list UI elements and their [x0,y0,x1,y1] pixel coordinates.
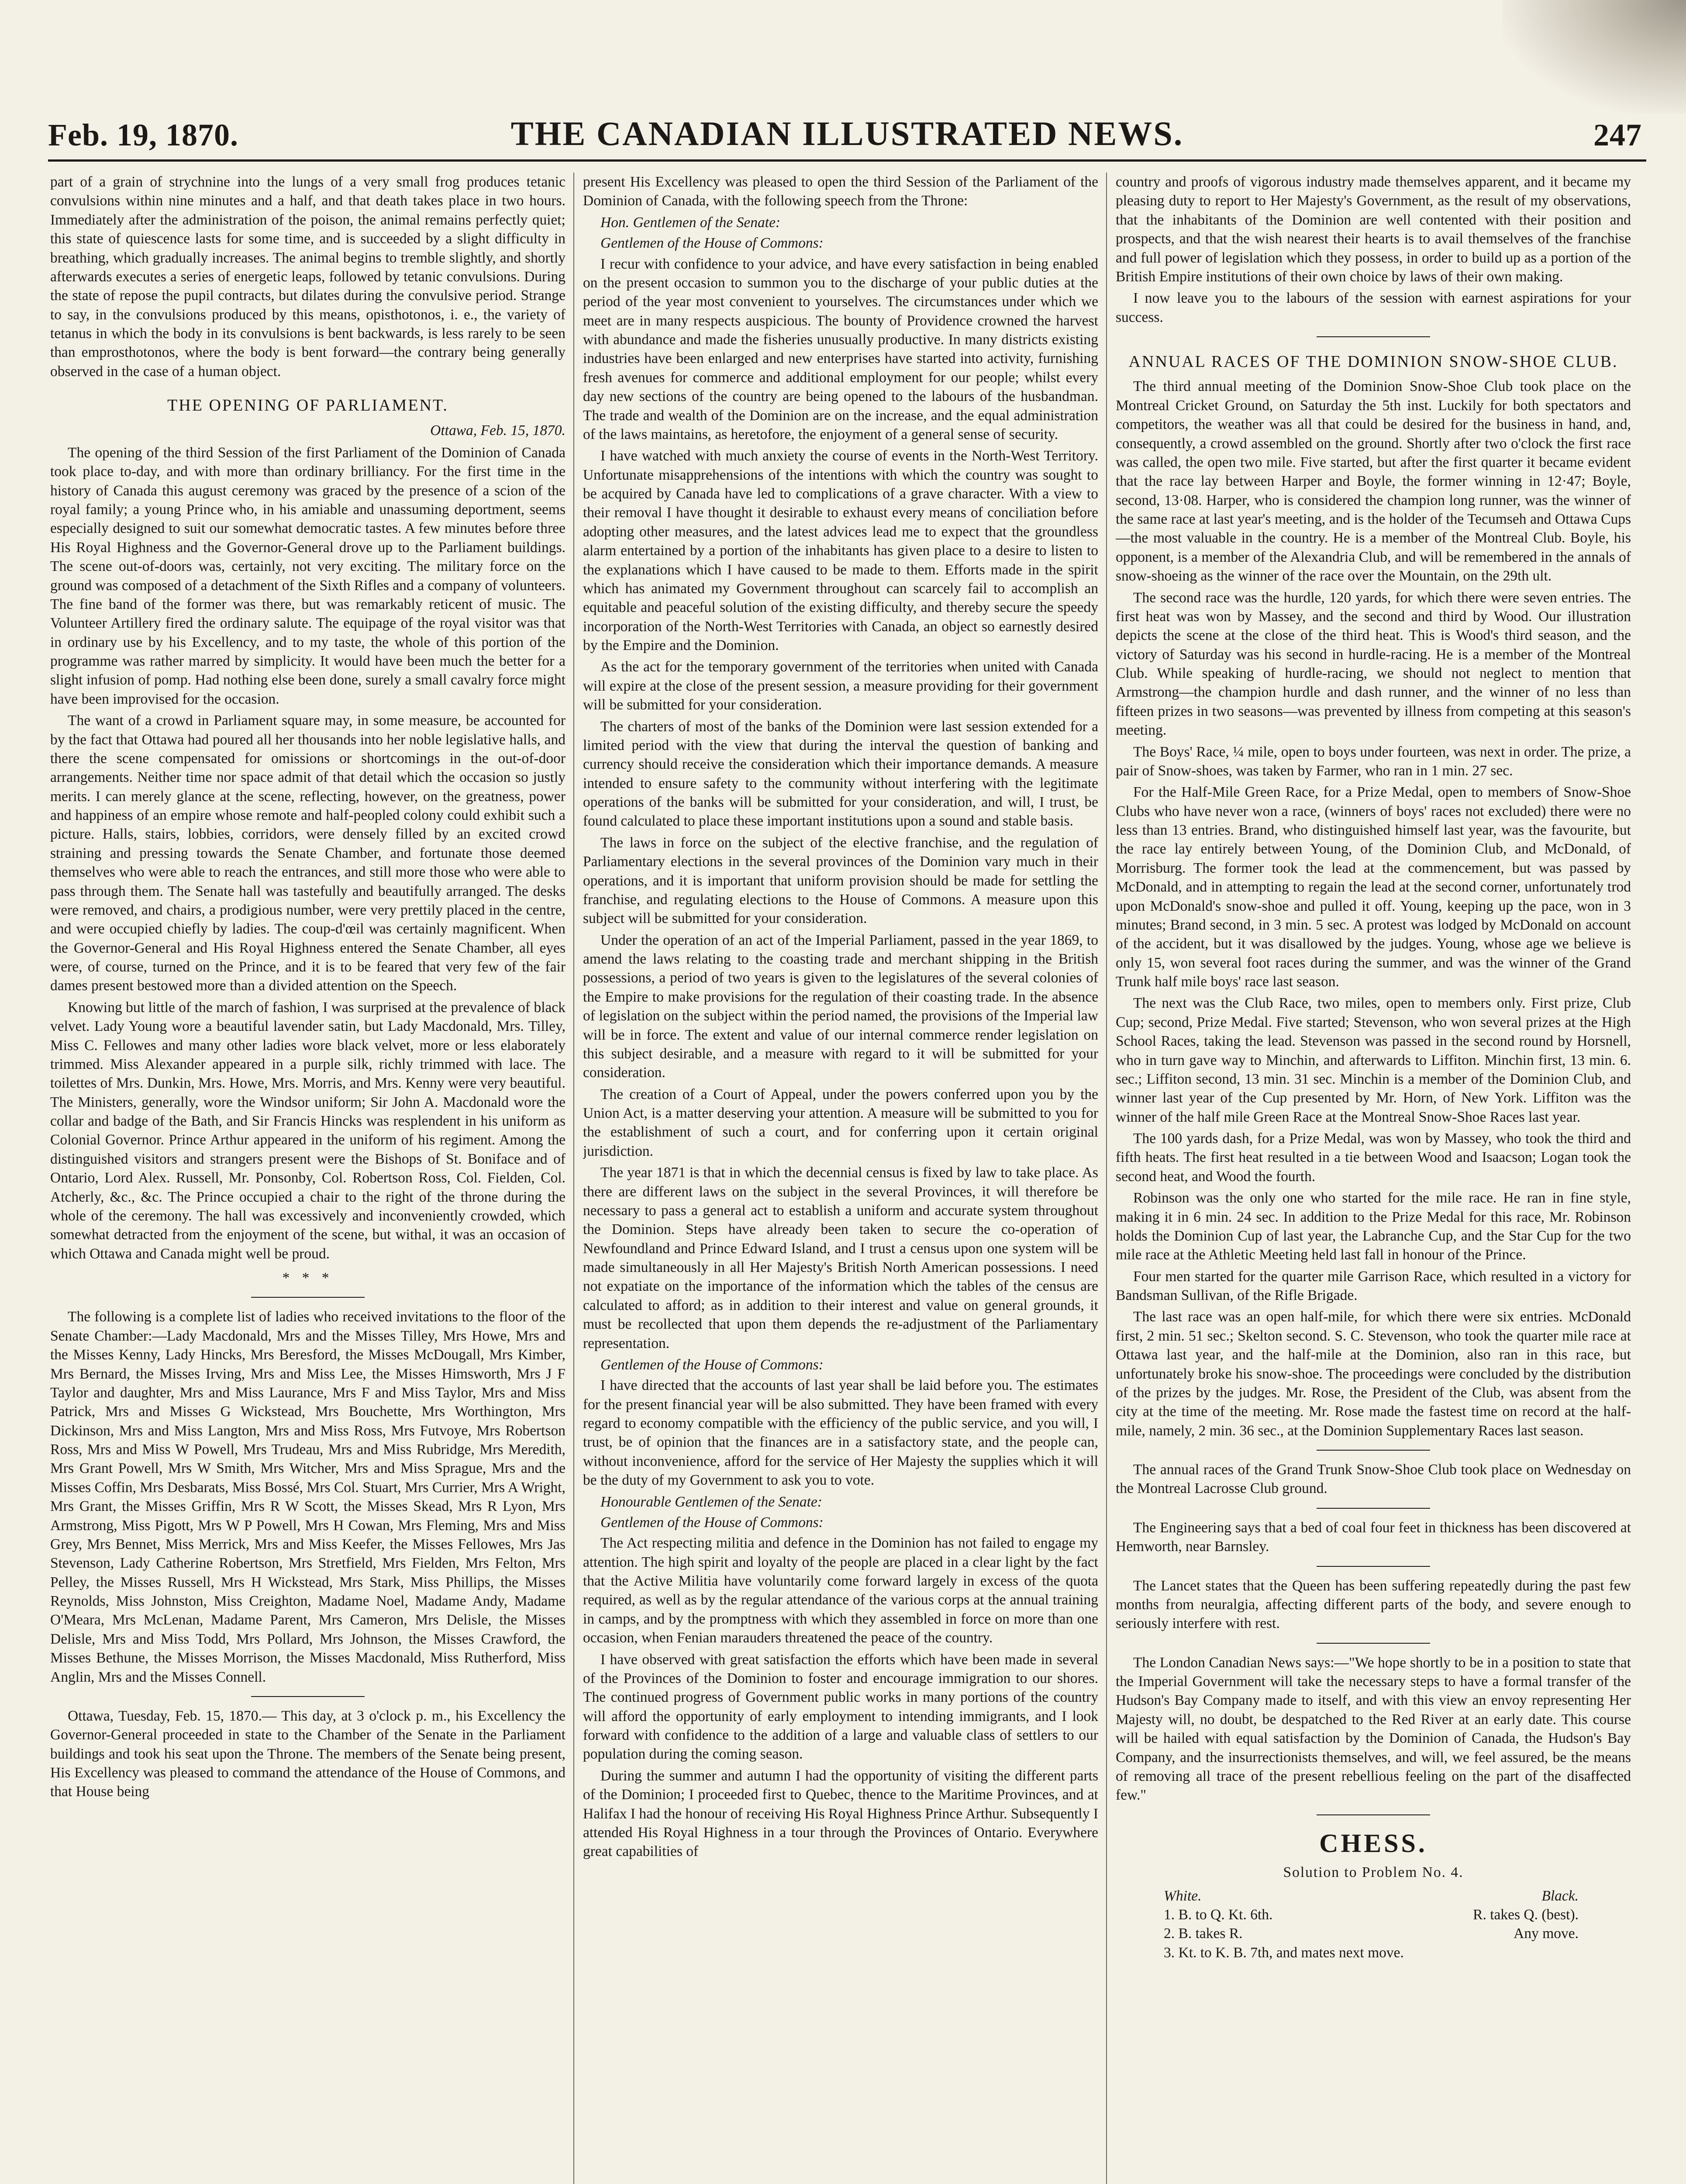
chess-black-move: Any move. [1514,1925,1579,1942]
article-paragraph: During the summer and autumn I had the opportunity of visiting the different parts of the Dominion; I proceeded first to Quebec, thence to the Maritime Provinces, and at Halifax I had the honour of receiving His Royal Highness Prince Arthur. Subsequently I attended His Royal Highness in a tour through the Provinces of Ontario. Everywhere great capabilities of [583,1767,1098,1860]
article-paragraph: The third annual meeting of the Dominion Snow-Shoe Club took place on the Montreal Cricket Ground, on Saturday the 5th inst. Luckily for both spectators and competitors, the weather was all that could be desired for the business in hand, and, consequently, a crowd assembled on the ground. Shortly after two o'clock the first race was called, the open two mile. Five started, but after the first quarter it became evident that the race lay between Harper and Boyle, the former winning in 12·47; Boyle, second, 13·08. Harper, who is considered the champion long runner, was the winner of the same race at last year's meeting, and is the holder of the Tecumseh and Ottawa Cups—the most valuable in the country. He is a member of the Montreal Club. Boyle, his opponent, is a member of the Alexandria Club, and will be remembered in the annals of snow-shoeing as the winner of the race over the Mountain, on the 29th ult. [1116,378,1631,584]
column-2 [583,173,1098,2184]
chess-move [1116,1905,1631,1924]
chess-section [1116,1827,1631,1963]
article-paragraph: Under the operation of an act of the Imperial Parliament, passed in the year 1869, to amend the laws relating to the coasting trade and merchant shipping in the British possessions, a period of two years is given to the legislatures of the several colonies of the Empire to make provisions for the regulation of their coasting trade. In the absence of legislation on the subject within the period named, the provisions of the Imperial law will be in force. The extent and value of our internal commerce render legislation on this subject desirable, and a measure with regard to it will be submitted for your consideration. [583,932,1098,1081]
article-paragraph: I have watched with much anxiety the course of events in the North-West Territory. Unfortunate misapprehensions of the intentions with which the country was sought to be acquired by Canada have led to complications of a grave character. With a view to their removal I have thought it desirable to exhaust every means of conciliation before adopting other measures, and the latest advices lead me to expect that the groundless alarm entertained by a portion of the inhabitants has given place to a desire to listen to the explanations which I have caused to be made to them. Efforts made in the spirit which has animated my Government throughout can scarcely fail to accomplish an equitable and peaceful solution of the existing difficulty, and thereby secure the speedy incorporation of the North-West Territories with Canada, an object so earnestly desired by the Empire and the Dominion. [583,448,1098,653]
article-paragraph: The Boys' Race, ¼ mile, open to boys under fourteen, was next in order. The prize, a pair of Snow-shoes, was taken by Farmer, who ran in 1 min. 27 sec. [1116,743,1631,779]
article-heading: ANNUAL RACES OF THE DOMINION SNOW-SHOE CLUB. [1128,352,1618,371]
article-paragraph: I have directed that the accounts of last year shall be laid before you. The estimates for the present financial year will be also submitted. They have been framed with every regard to economy compatible with the efficiency of the public service, and you will, I trust, be of opinion that the finances are in a satisfactory state, and the people can, without inconvenience, afford for the service of Her Majesty the supplies which it will be the duty of my Government to ask you to vote. [583,1377,1098,1489]
chess-move [1116,1943,1631,1962]
article-paragraph: country and proofs of vigorous industry made themselves apparent, and it became my pleasing duty to report to Her Majesty's Government, as the result of my observations, that the inhabitants of the Dominion are well contented with their position and prospects, and that the wish nearest their hearts is to avail themselves of the franchise and full power of legislation which they possess, in order to build up as a portion of the British Empire institutions of their own choice by laws of their own making. [1116,174,1631,285]
salutation: Gentlemen of the House of Commons: [600,235,824,252]
article-paragraph: The opening of the third Session of the first Parliament of the Dominion of Canada took place to-day, and with more than ordinary brilliancy. For the first time in the history of Canada this august ceremony was graced by the presence of a scion of the royal family; a young Prince who, in his amiable and unassuming deportment, seems especially designed to suit our somewhat democratic tastes. A few minutes before three His Royal Highness and the Governor-General drove up to the Parliament buildings. The scene out-of-doors was, certainly, not very exciting. The military force on the ground was composed of a detachment of the Sixth Rifles and a company of volunteers. The fine band of the former was there, but was remarkably reticent of music. The Volunteer Artillery fired the ordinary salute. The equipage of the royal visitor was that in ordinary use by his Excellency, and to my taste, the whole of this portion of the programme was rather marred by simplicity. It would have been much the better for a slight infusion of pomp. Had nothing else been done, surely a small cavalry force might have been improvised for the occasion. [50,444,565,707]
newspaper-title: THE CANADIAN ILLUSTRATED NEWS. [510,114,1184,152]
salutation: Gentlemen of the House of Commons: [600,1356,824,1373]
article-paragraph: Knowing but little of the march of fashion, I was surprised at the prevalence of black velvet. Lady Young wore a beautiful lavender satin, but Lady Macdonald, Mrs. Tilley, Miss C. Fellowes and many other ladies wore black velvet, more or less elaborately trimmed. Miss Alexander appeared in a purple silk, richly trimmed with lace. The toilettes of Mrs. Dunkin, Mrs. Howe, Mrs. Morris, and Mrs. Kenny were very beautiful. The Ministers, generally, wore the Windsor uniform; Sir John A. Macdonald wore the collar and badge of the Bath, and Sir Francis Hincks was resplendent in his uniform as Colonial Governor. Prince Arthur appeared in the uniform of his regiment. Among the distinguished visitors and strangers present were the Bishops of St. Boniface and of Ontario, Lord Alex. Russell, Mr. Ponsonby, Col. Robertson Ross, Col. Fielden, Col. Atcherly, &c., &c. The Prince occupied a chair to the right of the throne during the whole of the ceremony. The hall was excessively and inconveniently crowded, which somewhat detracted from the enjoyment of the scene, but withal, it was an occasion of which Ottawa and Canada might well be proud. [50,999,565,1262]
chess-move [1116,1924,1631,1943]
article-paragraph: As the act for the temporary government of the territories when united with Canada will expire at the close of the present session, a measure providing for their government will be submitted for your consideration. [583,659,1098,713]
article-paragraph: The Act respecting militia and defence in the Dominion has not failed to engage my attention. The high spirit and loyalty of the people are placed in a clear light by the fact that the Active Militia have voluntarily come forward largely in excess of the quota required, as well as by the regular attendance of the various corps at the annual training in camps, and by the promptness with which they assembled in force on more than one occasion, when Fenian marauders threatened the peace of the country. [583,1535,1098,1646]
column-rule [1106,173,1107,2184]
article-paragraph: I now leave you to the labours of the session with earnest aspirations for your success. [1116,290,1631,325]
column-rule [573,173,574,2184]
article-paragraph: The laws in force on the subject of the elective franchise, and the regulation of Parliamentary elections in the several provinces of the Dominion vary much in their operations, and it is important that uniform provision should be made for settling the franchise, and regulating elections to the House of Commons. A measure upon this subject will be submitted for your consideration. [583,834,1098,927]
column-1 [50,173,565,2184]
chess-white-label: White. [1164,1887,1202,1904]
chess-subtitle: Solution to Problem No. 4. [1283,1864,1464,1881]
salutation: Honourable Gentlemen of the Senate: [600,1493,822,1510]
divider [1317,1508,1430,1509]
page-number: 247 [1593,117,1642,152]
article-paragraph: Robinson was the only one who started for the mile race. He ran in fine style, making it in 6 min. 24 sec. In addition to the Prize Medal for this race, Mr. Robinson holds the Dominion Cup of last year, the Labranche Cup, and the Star Cup for the two mile race at the Athletic Meeting held last fall in honour of the Prince. [1116,1190,1631,1263]
divider [1317,1566,1430,1567]
article-paragraph: The next was the Club Race, two miles, open to members only. First prize, Club Cup; second, Prize Medal. Five started; Stevenson, who won several prizes at the High School Races, taking the lead. Stevenson was passed in the second round by Horsnell, who in turn gave way to Minchin, and afterwards to Liffiton. Minchin first, 13 min. 6. sec.; Liffiton second, 13 min. 31 sec. Minchin is a member of the Dominion Club, and winner last year of the Cup presented by Mr. Horn, of New York. Liffiton was the winner of the half mile Green Race at the Montreal Snow-Shoe Races last year. [1116,995,1631,1125]
article-paragraph: The last race was an open half-mile, for which there were six entries. McDonald first, 2 min. 51 sec.; Skelton second. S. C. Stevenson, who took the quarter mile race at Ottawa last year, and the half-mile at the Dominion, also ran in this race, but unfortunately broke his snow-shoe. The proceedings were concluded by the distribution of the prizes by the judges. Mr. Rose, the President of the Club, was absent from the city at the time of the meeting. Mr. Rose made the fastest time on record at the half-mile, namely, 2 min. 36 sec., at the Dominion Supplementary Races last season. [1116,1309,1631,1439]
issue-date: Feb. 19, 1870. [48,117,238,152]
article-paragraph: The year 1871 is that in which the decennial census is fixed by law to take place. As there are different laws on the subject in the several Provinces, it will therefore be necessary to pass a general act to establish a uniform and accurate system throughout the Dominion. Steps have already been taken to secure the co-operation of Newfoundland and Prince Edward Island, and I trust a census upon one system will be made simultaneously in all Her Majesty's British North American possessions. I need not expatiate on the importance of the information which the tables of the census are calculated to afford; as in addition to their interest and value on general grounds, it must be recollected that upon them depends the re-adjustment of the Parliamentary representation. [583,1165,1098,1351]
divider [1317,1643,1430,1644]
divider [1317,1814,1430,1815]
article-paragraph: I recur with confidence to your advice, and have every satisfaction in being enabled on the present occasion to summon you to the discharge of your public duties at the period of the year most convenient to yourselves. The circumstances under which we meet are in many respects auspicious. The bounty of Providence crowned the harvest with abundance and made the fisheries unusually productive. In many districts existing industries have been enlarged and new enterprises have started into activity, furnishing fresh avenues for commerce and additional employment for our people; whilst every day new sections of the country are being opened to the labours of the husbandman. The trade and wealth of the Dominion are on the increase, and the equal administration of the laws maintains, as heretofore, the enjoyment of a general sense of security. [583,256,1098,442]
article-paragraph: The creation of a Court of Appeal, under the powers conferred upon you by the Union Act, is a matter deserving your attention. A measure will be submitted to you for the establishment of such a court, and for conferring upon it certain original jurisdiction. [583,1086,1098,1159]
article-paragraph: The Engineering says that a bed of coal four feet in thickness has been discovered at Hemworth, near Barnsley. [1116,1519,1631,1555]
article-paragraph: Ottawa, Tuesday, Feb. 15, 1870.— This day, at 3 o'clock p. m., his Excellency the Governor-General proceeded in state to the Chamber of the Senate in the Parliament buildings and took his seat upon the Throne. The members of the Senate being present, His Excellency was pleased to command the attendance of the House of Commons, and that House being [50,1707,565,1800]
salutation: Gentlemen of the House of Commons: [600,1514,824,1531]
divider [1317,1450,1430,1451]
article-paragraph: For the Half-Mile Green Race, for a Prize Medal, open to members of Snow-Shoe Clubs who have never won a race, (winners of boys' races not excluded) there were no less than 13 entries. Brand, who distinguished himself last year, was the favourite, but the race lay entirely between Young, of the Dominion Club, and McDonald, of Morrisburg. The former took the lead at the commencement, but was passed by McDonald, and in attempting to regain the lead at the second corner, unfortunately trod upon McDonald's snow-shoe and pulled it off. Young, keeping up the pace, won in 3 minutes; Brand second, in 3 min. 5 sec. A protest was lodged by McDonald on account of the accident, but it was disallowed by the judges. Young, whose age we believe is only 15, won several foot races during the summer, and was the winner of the Grand Trunk half mile boys' race last season. [1116,784,1631,990]
chess-white-move: 1. B. to Q. Kt. 6th. [1164,1907,1273,1923]
column-3 [1116,173,1631,2184]
masthead [48,111,1646,162]
divider [251,1297,365,1298]
divider [1317,336,1430,337]
article-paragraph: The charters of most of the banks of the Dominion were last session extended for a limited period with the view that during the interval the question of banking and currency should receive the consideration which their importance demands. A measure intended to ensure safety to the community without interfering with the legitimate operations of the banks will be submitted for your consideration, and will, I trust, be found calculated to place these important institutions upon a sound and stable basis. [583,718,1098,829]
article-paragraph: The following is a complete list of ladies who received invitations to the floor of the Senate Chamber:—Lady Macdonald, Mrs and the Misses Tilley, Mrs Howe, Mrs and the Misses Kenny, Lady Hincks, Mrs Beresford, the Misses McDougall, Mrs Kimber, Mrs Bernard, the Misses Irving, Mrs and Miss Lee, the Misses Himsworth, Mrs J F Taylor and daughter, Mrs and Miss Laurance, Mrs F and Miss Taylor, Mrs and Miss Patrick, Mrs and Misses G Wickstead, Mrs Bouchette, Mrs Worthington, Mrs Dickinson, Mrs and Miss Langton, Mrs and Miss Ross, Mrs Futvoye, Mrs Robertson Ross, Mrs and Miss W Powell, Mrs Trudeau, Mrs and Miss Rubridge, Mrs Meredith, Mrs Grant Powell, Mrs W Smith, Mrs Witcher, Mrs and Miss Sprague, Mrs and the Misses Coffin, Mrs Desbarats, Miss Bossé, Mrs Col. Stuart, Mrs Currier, Mrs A Wright, Mrs Grant, the Misses Griffin, Mrs R W Scott, the Misses Skead, Mrs R Lyon, Mrs Armstrong, Miss Pigott, Mrs W P Powell, Mrs H Cowan, Mrs Fleming, Mrs and Miss Grey, Mrs Bennet, Miss Merrick, Mrs and Miss Keefer, the Misses Fellowes, Mrs Jas Stevenson, Lady Catherine Robertson, Mrs Stretfield, Mrs Fielden, Mrs Felton, Mrs Pelley, the Misses Russell, Mrs H Wickstead, Mrs Stark, Miss Phillips, the Misses Reynolds, Miss Johnston, Miss Creighton, Madame Noel, Madame Andy, Madame O'Meara, Mrs McLenan, Madame Parent, Mrs Cameron, Mrs Delisle, the Misses Delisle, Mrs and Miss Todd, Mrs Pollard, Mrs Johnson, the Misses Crawford, the Misses Bethune, the Misses Morrison, the Misses Macdonald, Miss Rutherford, Miss Anglin, Mrs and the Misses Connell. [50,1309,565,1685]
article-paragraph: I have observed with great satisfaction the efforts which have been made in several of the Provinces of the Dominion to foster and encourage immigration to our shores. The continued progress of Government public works in many portions of the country will afford the opportunity of early employment to intending immigrants, and I look forward with confidence to the addition of a large and valuable class of settlers to our population during the coming season. [583,1651,1098,1762]
section-break: * * * [282,1270,334,1286]
chess-white-move: 2. B. takes R. [1164,1925,1243,1942]
chess-title: CHESS. [1319,1828,1427,1858]
article-paragraph: Four men started for the quarter mile Garrison Race, which resulted in a victory for Bandsman Sullivan, of the Rifle Brigade. [1116,1268,1631,1304]
chess-black-label: Black. [1541,1887,1579,1904]
dateline: Ottawa, Feb. 15, 1870. [430,422,565,439]
article-heading: THE OPENING OF PARLIAMENT. [167,396,448,415]
chess-black-move: R. takes Q. (best). [1473,1907,1579,1923]
article-paragraph: The second race was the hurdle, 120 yards, for which there were seven entries. The first heat was won by Massey, and the second and third by Wood. Our illustration depicts the scene at the close of the third heat. This is Wood's third season, and the victory of Saturday was his second in hurdle-racing. He is a member of the Montreal Club. While speaking of hurdle-racing, we should not neglect to mention that Armstrong—the champion hurdle and dash runner, and the winner of no less than fifteen prizes in two seasons—was prevented by illness from competing at this season's meeting. [1116,589,1631,739]
article-paragraph: The Lancet states that the Queen has been suffering repeatedly during the past few months from neuralgia, affecting different parts of the body, and severe enough to seriously interfere with rest. [1116,1577,1631,1632]
article-paragraph: part of a grain of strychnine into the lungs of a very small frog produces tetanic convulsions within nine minutes and a half, and that death takes place in two hours. Immediately after the administration of the poison, the animal remains perfectly quiet; this state of quiescence lasts for some time, and is succeeded by a slight difficulty in breathing, which gradually increases. The animal begins to tremble slightly, and shortly afterwards executes a series of energetic leaps, followed by tetanic convulsions. During the state of repose the pupil contracts, but dilates during the convulsive period. Strange to say, in the convulsions produced by this means, opisthotonos, i. e., the variety of tetanus in which the body in its convulsions is bent backwards, is less rarely to be seen than emprosthotonos, where the body is bent forward—the contrary being generally observed in the case of a human object. [50,174,565,380]
article-paragraph: The want of a crowd in Parliament square may, in some measure, be accounted for by the fact that Ottawa had poured all her thousands into her noble legislative halls, and there the scene compensated for omissions or shortcomings in the out-of-door arrangements. Neither time nor space admit of that detail which the occasion so justly merits. I can merely glance at the scene, reflecting, however, on the greatness, power and happiness of an empire whose remote and half-peopled colony could exhibit such a picture. Halls, stairs, lobbies, corridors, were densely filled by an excited crowd straining and pressing towards the Senate Chamber, and fortunate those deemed themselves who were able to reach the entrances, and still more those who were able to pass through them. The Senate hall was tastefully and beautifully arranged. The desks were removed, and chairs, a prodigious number, were very prettily placed in the centre, and were occupied chiefly by ladies. The coup-d'œil was certainly magnificent. When the Governor-General and His Royal Highness entered the Senate Chamber, all eyes were, of course, turned on the Prince, and it is to be feared that very few of the fair dames present bestowed more than a divided attention on the Speech. [50,712,565,994]
article-paragraph: The 100 yards dash, for a Prize Medal, was won by Massey, who took the third and fifth heats. The first heat resulted in a tie between Wood and Isaacson; Logan took the second heat, and Wood the fourth. [1116,1130,1631,1185]
page-edge-shadow [1503,0,1686,114]
article-paragraph: The annual races of the Grand Trunk Snow-Shoe Club took place on Wednesday on the Montreal Lacrosse Club ground. [1116,1462,1631,1497]
divider [251,1696,365,1697]
salutation: Hon. Gentlemen of the Senate: [600,214,781,231]
chess-header [1116,1887,1631,1905]
article-paragraph: The London Canadian News says:—"We hope shortly to be in a position to state that the Imperial Government will take the necessary steps to have a formal transfer of the Hudson's Bay Company made to itself, and with this view an envoy representing Her Majesty will, no doubt, be despatched to the Red River at an early date. This course will be hailed with equal satisfaction by the Dominion of Canada, the Hudson's Bay Company, and the insurrectionists themselves, and will, we feel assured, be the means of removing all trace of the present rebellious feeling on the part of the disaffected few." [1116,1654,1631,1804]
article-paragraph: present His Excellency was pleased to open the third Session of the Parliament of the Dominion of Canada, with the following speech from the Throne: [583,174,1098,209]
chess-white-move: 3. Kt. to K. B. 7th, and mates next move. [1164,1944,1404,1961]
